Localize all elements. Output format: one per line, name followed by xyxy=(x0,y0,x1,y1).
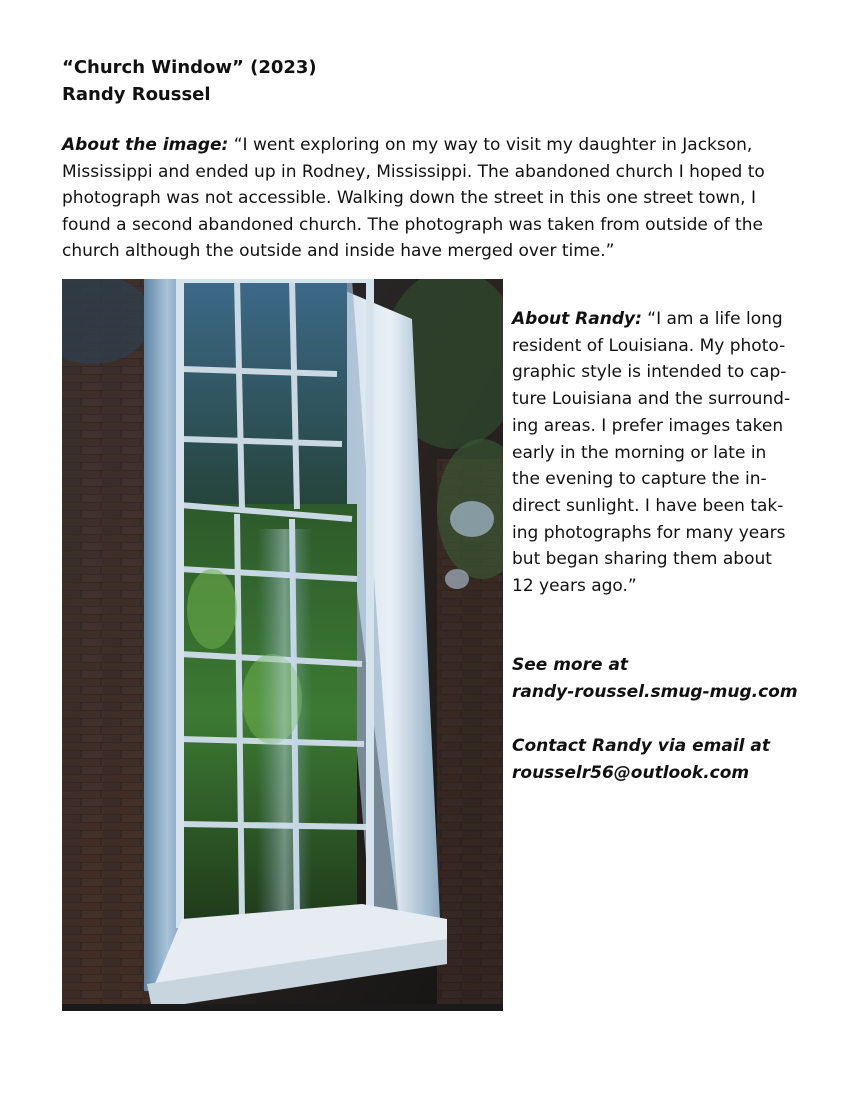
contact-section xyxy=(512,652,812,787)
about-image-label: About the image: xyxy=(62,135,229,155)
about-image-paragraph xyxy=(62,132,792,265)
about-randy-line: ing areas. I prefer images taken xyxy=(512,415,784,436)
email-link[interactable]: rousselr56@outlook.com xyxy=(512,763,750,783)
about-randy-line: 12 years ago.” xyxy=(512,576,637,597)
about-randy-line: the evening to capture the in- xyxy=(512,469,767,490)
church-window-photo xyxy=(62,279,503,1011)
about-randy-line: direct sunlight. I have been tak- xyxy=(512,495,784,516)
about-randy-line: early in the morning or late in xyxy=(512,442,767,463)
about-randy-line: but began sharing them about xyxy=(512,549,772,570)
about-randy-label: About Randy: xyxy=(512,309,642,329)
see-more-label: See more at xyxy=(512,655,629,675)
about-randy-line: ing photographs for many years xyxy=(512,522,786,543)
about-randy-first-line xyxy=(512,306,804,333)
artwork-title: “Church Window” (2023) xyxy=(62,57,317,78)
about-image-text: “I went exploring on my way to visit my daughter in Jackson, Mississippi and ended up in Rodney, Mississippi. The abandoned church I hoped to photograph was not accessible. Walking down the street in this one street town, I found a second abandoned church. The photograph was taken from outside of the church although the outside and inside have merged over time.” xyxy=(62,135,765,261)
about-randy-line: ture Louisiana and the surround- xyxy=(512,389,791,410)
page-title xyxy=(62,54,802,108)
contact-label: Contact Randy via email at xyxy=(512,736,770,756)
about-randy-line: graphic style is intended to cap- xyxy=(512,362,787,383)
website-link[interactable]: randy-roussel.smug-mug.com xyxy=(512,682,798,702)
artist-name: Randy Roussel xyxy=(62,84,211,105)
spacer xyxy=(512,706,812,733)
about-randy-text-start: “I am a life long xyxy=(641,309,783,329)
about-randy-paragraph xyxy=(512,306,804,600)
about-randy-line: resident of Louisiana. My photo- xyxy=(512,335,786,356)
